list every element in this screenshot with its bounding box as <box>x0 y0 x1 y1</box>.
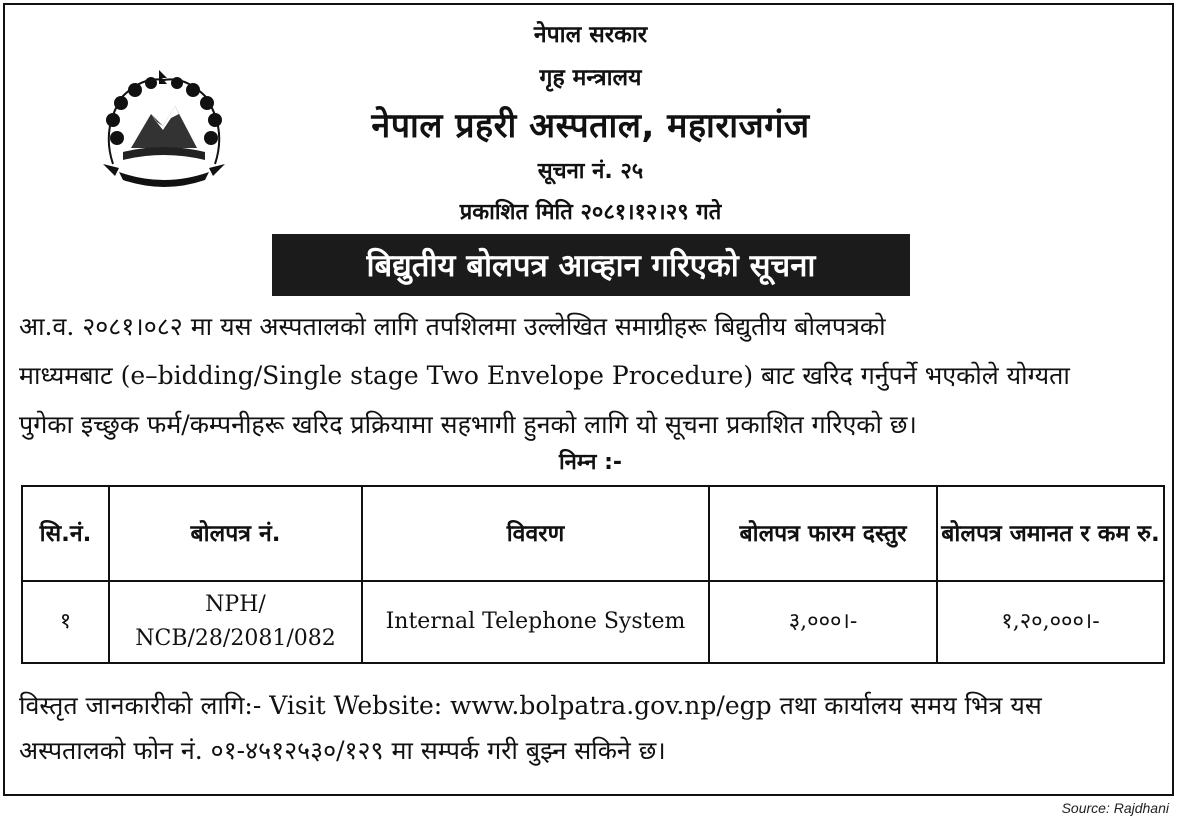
body-line: आ.व. २०८१।०८२ मा यस अस्पतालको लागि तपशिलमा उल्लेखित समाग्रीहरू बिद्युतीय बोलपत्रको <box>19 312 886 341</box>
cell-sn: १ <box>22 581 109 663</box>
cell-bid-number: NPH/ NCB/28/2081/082 <box>109 581 362 663</box>
table-row <box>22 581 1164 663</box>
body-line: माध्यमबाट (e–bidding/Single stage Two Envelope Procedure) बाट खरिद गर्नुपर्ने भएकोले योग्यता <box>19 361 1070 390</box>
ministry-name: गृह मन्त्रालय <box>539 65 642 91</box>
header-description: विवरण <box>362 486 709 581</box>
published-date: प्रकाशित मिति २०८१।१२।२९ गते <box>459 200 722 225</box>
office-name: नेपाल प्रहरी अस्पताल, महाराजगंज <box>371 106 810 146</box>
notice-body <box>19 302 1161 449</box>
body-line: पुगेका इच्छुक फर्म/कम्पनीहरू खरिद प्रक्रियामा सहभागी हुनको लागि यो सूचना प्रकाशित गरिएको छ। <box>19 410 917 439</box>
cell-bid-security: १,२०,०००।- <box>937 581 1164 663</box>
header-bid-number: बोलपत्र नं. <box>109 486 362 581</box>
header-form-fee: बोलपत्र फारम दस्तुर <box>709 486 937 581</box>
header-sn: सि.नं. <box>22 486 109 581</box>
notice-title-banner <box>272 234 910 296</box>
footer-line: अस्पतालको फोन नं. ०१-४५१२५३०/१२९ मा सम्पर्क गरी बुझ्न सकिने छ। <box>19 736 666 765</box>
contact-info <box>19 683 1161 773</box>
cell-description: Internal Telephone System <box>362 581 709 663</box>
table-subheading: निम्न :- <box>558 450 623 475</box>
source-credit: Source: Rajdhani <box>1061 800 1169 816</box>
table-header-row <box>22 486 1164 581</box>
footer-line: विस्तृत जानकारीको लागि:- Visit Website: www.bolpatra.gov.np/egp तथा कार्यालय समय भित्र यस <box>19 691 1042 720</box>
header-bid-security: बोलपत्र जमानत र कम रु. <box>937 486 1164 581</box>
bid-table <box>21 485 1165 664</box>
government-name: नेपाल सरकार <box>533 22 648 48</box>
notice-title: बिद्युतीय बोलपत्र आव्हान गरिएको सूचना <box>366 248 816 284</box>
cell-form-fee: ३,०००।- <box>709 581 937 663</box>
notice-number: सूचना नं. २५ <box>537 159 644 184</box>
